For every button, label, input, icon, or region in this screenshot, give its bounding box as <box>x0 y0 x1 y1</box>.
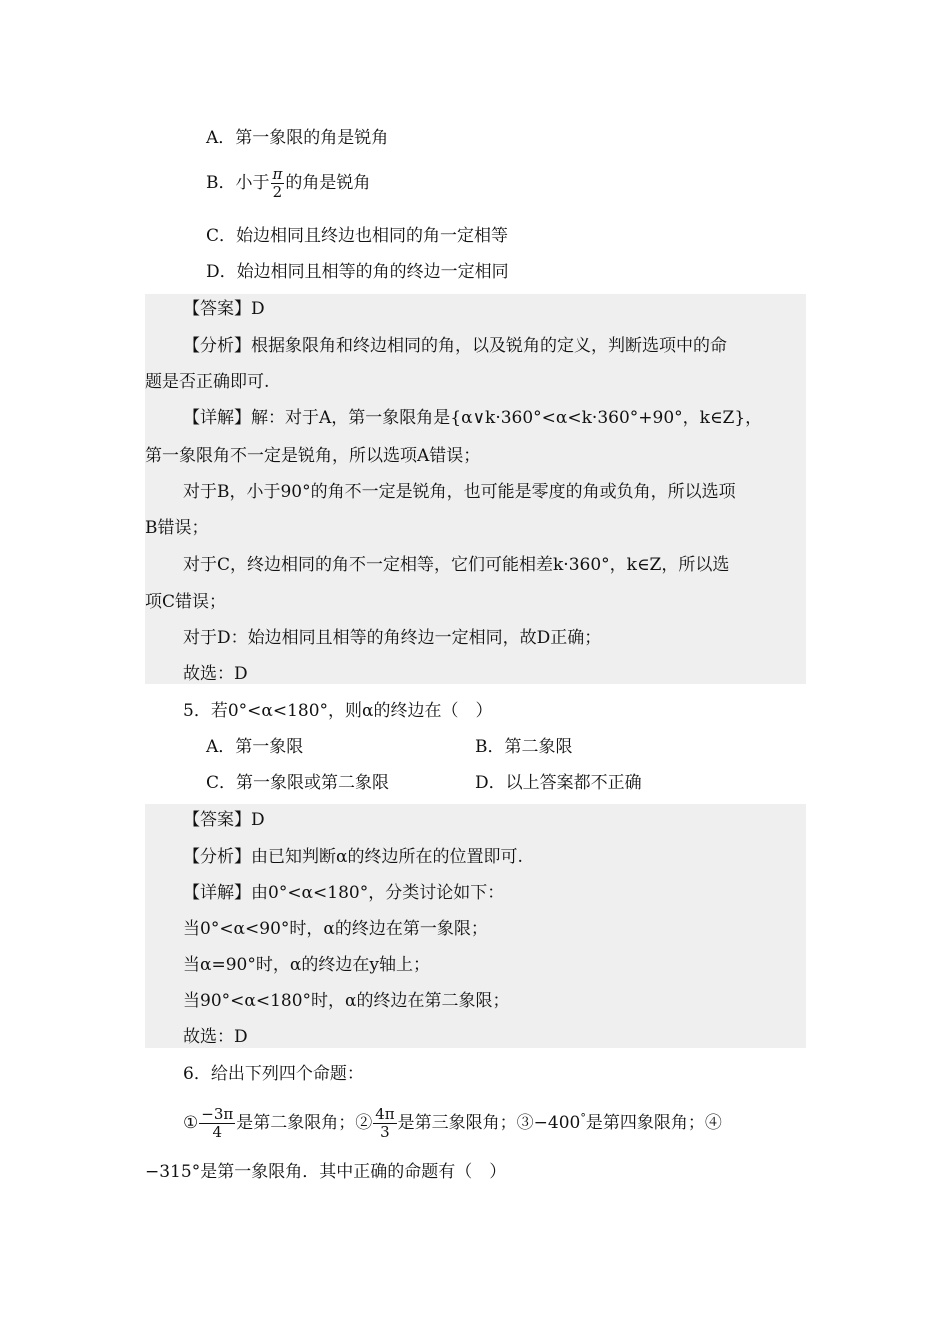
q5-detail-line-3: 当α=90°时，α的终边在y轴上； <box>183 955 430 975</box>
q4-answer: 【答案】D <box>183 299 265 319</box>
q5-option-d: D．以上答案都不正确 <box>475 773 642 793</box>
q5-option-a: A．第一象限 <box>206 737 304 757</box>
q5-choose: 故选：D <box>183 1027 248 1047</box>
q4-option-b-suffix: 的角是锐角 <box>285 173 371 193</box>
q4-option-d: D．始边相同且相等的角的终边一定相同 <box>206 262 509 282</box>
q4-detail-line-2: 第一象限角不一定是锐角，所以选项A错误； <box>145 446 481 466</box>
q4-analysis-line-2: 题是否正确即可. <box>145 372 270 392</box>
q5-detail-line-4: 当90°<α<180°时，α的终边在第二象限； <box>183 991 510 1011</box>
q4-detail-line-3: 对于B，小于90°的角不一定是锐角，也可能是零度的角或负角，所以选项 <box>183 482 736 502</box>
q4-option-a: A．第一象限的角是锐角 <box>206 128 389 148</box>
q6-stem: 6．给出下列四个命题： <box>183 1064 364 1084</box>
q5-option-b: B．第二象限 <box>475 737 573 757</box>
q6-mark-1: ① <box>183 1113 199 1133</box>
q5-answer: 【答案】D <box>183 810 265 830</box>
q5-detail-line-1: 【详解】由0°<α<180°，分类讨论如下： <box>183 883 505 903</box>
q4-option-b-prefix: B．小于 <box>206 173 270 193</box>
q5-analysis: 【分析】由已知判断α的终边所在的位置即可. <box>183 847 523 867</box>
q5-stem: 5．若0°<α<180°，则α的终边在（ ） <box>183 701 493 721</box>
q6-proposition-2-text: 是第三象限角；③ <box>397 1113 534 1133</box>
q4-analysis-line-1: 【分析】根据象限角和终边相同的角，以及锐角的定义，判断选项中的命 <box>183 336 727 356</box>
q6-neg-400-value: −400 <box>533 1113 581 1133</box>
pi-over-2-fraction: $\frac{\pi}{2}$ <box>272 165 283 201</box>
q6-propositions-line-1 <box>183 1106 722 1141</box>
q4-detail-line-6: 项C错误； <box>145 592 227 612</box>
q6-proposition-1-text: 是第二象限角；② <box>236 1113 373 1133</box>
q4-option-b <box>206 166 370 201</box>
neg-3pi-over-4-fraction: $\frac{-3\pi}{4}$ <box>201 1105 234 1141</box>
4pi-over-3-fraction: $\frac{4\pi}{3}$ <box>375 1105 395 1141</box>
q5-option-c: C．第一象限或第二象限 <box>206 773 390 793</box>
q4-detail-line-7: 对于D：始边相同且相等的角终边一定相同，故D正确； <box>183 628 602 648</box>
q4-choose: 故选：D <box>183 664 248 684</box>
q6-propositions-line-2: −315°是第一象限角．其中正确的命题有（ ） <box>145 1162 507 1182</box>
q4-detail-line-1: 【详解】解：对于A，第一象限角是{α∨k·360°<α<k·360°+90°，k∈Z}， <box>183 408 763 428</box>
q4-option-c: C．始边相同且终边也相同的角一定相等 <box>206 226 509 246</box>
q4-detail-line-4: B错误； <box>145 518 209 538</box>
q4-detail-line-5: 对于C，终边相同的角不一定相等，它们可能相差k·360°，k∈Z，所以选 <box>183 555 730 575</box>
q6-proposition-3-text: 是第四象限角；④ <box>585 1113 722 1133</box>
q5-detail-line-2: 当0°<α<90°时，α的终边在第一象限； <box>183 919 488 939</box>
degree-symbol: ° <box>580 1111 586 1125</box>
